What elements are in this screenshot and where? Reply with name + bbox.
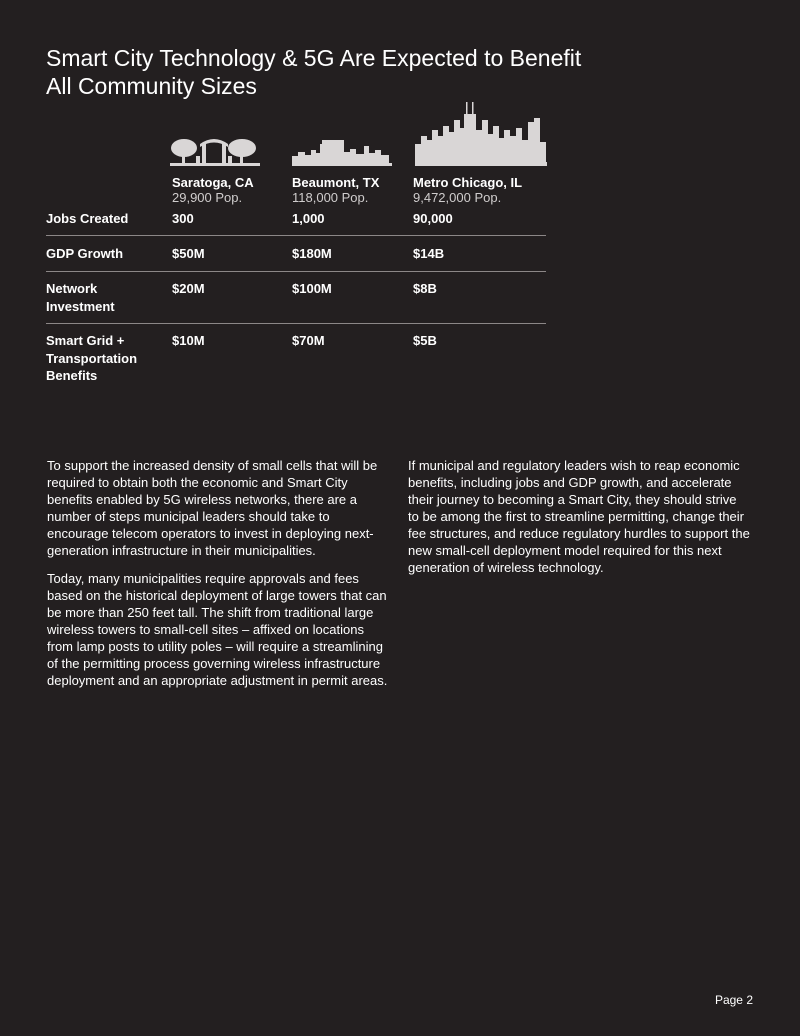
body-paragraph: Today, many municipalities require approvals and fees based on the historical deployment of large towers that can be more than 250 feet tall. The shift from traditional large wireless towers to small-cell sites – affixed on locations from lamp posts to utility poles – will require a streamlining of the permitting process governing wireless infrastructure deployment and an appropriate adjustment in permit areas. [47,571,388,688]
row-label: Jobs Created [46,211,129,226]
city-population: 118,000 Pop. [292,190,369,205]
city-population: 9,472,000 Pop. [413,190,502,205]
city-name: Saratoga, CA [172,175,254,190]
table-cell: $20M [172,281,205,296]
page-number: Page 2 [714,993,753,1007]
body-column-left [47,457,389,700]
beaumont-skyline-icon [292,136,392,166]
table-cell: 300 [172,211,194,226]
table-cell: $50M [172,246,205,261]
table-cell: $14B [413,246,445,261]
table-cell: 90,000 [413,211,453,226]
table-cell: $70M [292,333,325,348]
chicago-skyline-icon [415,100,547,166]
row-label: GDP Growth [46,246,124,261]
table-cell: 1,000 [292,211,325,226]
city-name: Beaumont, TX [292,175,380,190]
row-divider [46,235,546,236]
city-name: Metro Chicago, IL [413,175,523,190]
saratoga-skyline-icon [170,136,260,166]
city-population: 29,900 Pop. [172,190,243,205]
row-label: Smart Grid + Transportation Benefits [46,333,138,383]
row-divider [46,271,546,272]
body-paragraph: If municipal and regulatory leaders wish to reap economic benefits, including jobs and GDP growth, and accelerate their journey to becoming a Smart City, they should strive to be among the first to streamline permitting, change their fee structures, and reduce regulatory hurdles to support the new small-cell deployment model required for this next generation of wireless technology. [408,458,750,575]
table-cell: $100M [292,281,332,296]
body-column-right [408,457,750,587]
row-divider [46,323,546,324]
page-title: Smart City Technology & 5G Are Expected to Benefit All Community Sizes [46,45,582,99]
skyline-illustrations [46,100,546,170]
row-label: Network Investment [46,281,115,314]
city-header-saratoga [172,175,254,205]
table-cell: $8B [413,281,437,296]
body-paragraph: To support the increased density of small cells that will be required to obtain both the economic and Smart City benefits enabled by 5G wireless networks, there are a number of steps municipal leaders should take to encourage telecom operators to invest in deploying next-generation infrastructure in their municipalities. [47,458,378,558]
table-cell: $5B [413,333,437,348]
city-header-chicago [413,175,522,205]
city-header-beaumont [292,175,379,205]
table-cell: $180M [292,246,332,261]
table-cell: $10M [172,333,205,348]
